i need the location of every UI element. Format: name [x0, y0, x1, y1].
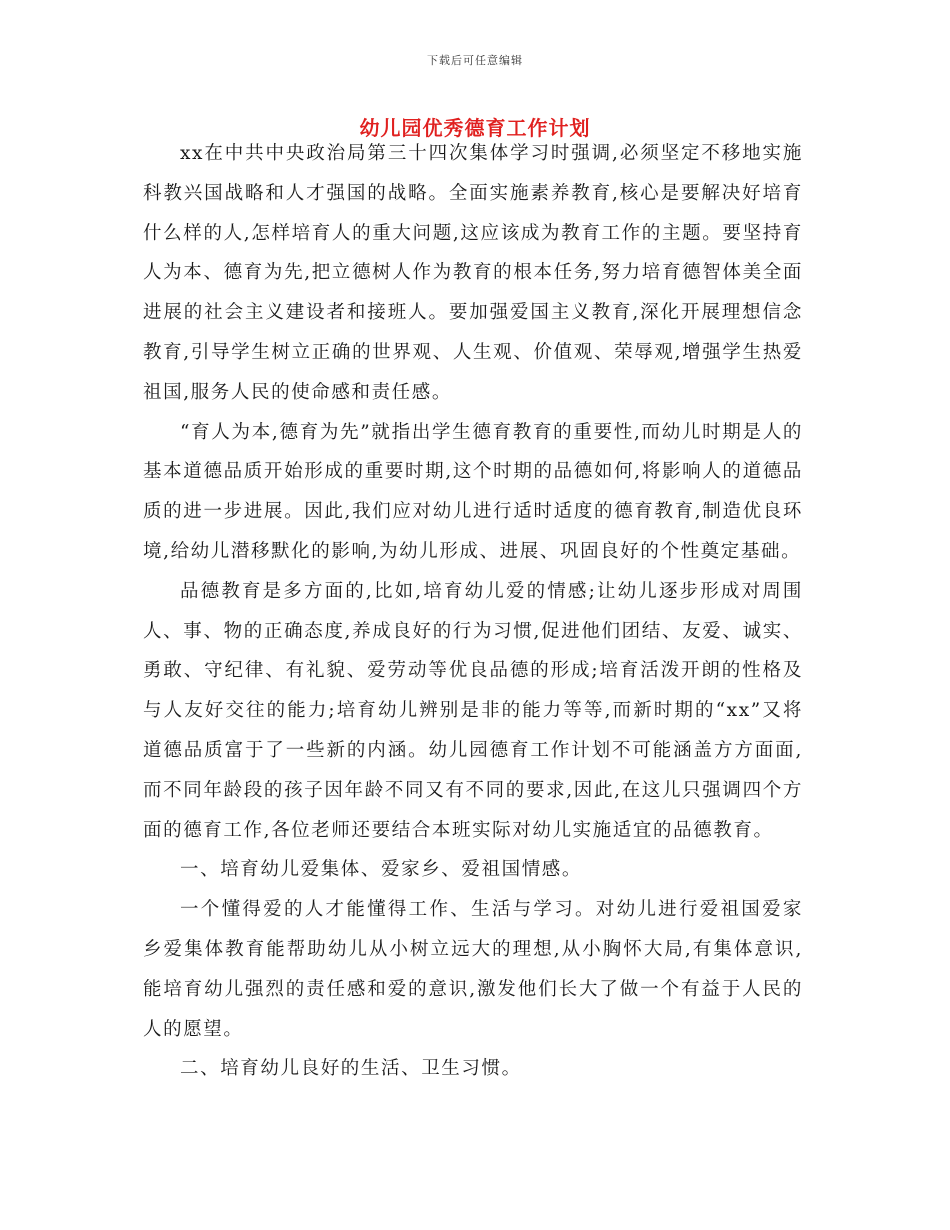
paragraph-content: 品德教育是多方面的,比如,培育幼儿爱的情感;让幼儿逐步形成对周围人、事、物的正确态度,养成良好的行为习惯,促进他们团结、友爱、诚实、勇敢、守纪律、有礼貌、爱劳动等优良品德的形成;培育活泼开朗的性格及与人友好交往的能力;培育幼儿辨别是非的能力等等,而新时期的“xx”又将道德品质富于了一些新的内涵。幼儿园德育工作计划不可能涵盖方方面面,而不同年龄段的孩子因年龄不同又有不同的要求,因此,在这儿只强调四个方面的德育工作,各位老师还要结合本班实际对幼儿实施适宜的品德教育。 — [143, 580, 803, 841]
paragraph-intro: xx在中共中央政治局第三十四次集体学习时强调,必须坚定不移地实施科教兴国战略和人才强国的战略。全面实施素养教育,核心是要解决好培育什么样的人,怎样培育人的重大问题,这应该成为教育工作的主题。要坚持育人为本、德育为先,把立德树人作为教育的根本任务,努力培育德智体美全面进展的社会主义建设者和接班人。要加强爱国主义教育,深化开展理想信念教育,引导学生树立正确的世界观、人生观、价值观、荣辱观,增强学生热爱祖国,服务人民的使命感和责任感。 — [143, 143, 803, 403]
section-heading-1: 一、培育幼儿爱集体、爱家乡、爱祖国情感。 — [180, 859, 583, 881]
document-title: 幼儿园优秀德育工作计划 — [359, 116, 591, 140]
header-note: 下载后可任意编辑 — [427, 54, 523, 67]
paragraph-importance: “育人为本,德育为先”就指出学生德育教育的重要性,而幼儿时期是人的基本道德品质开始形成的重要时期,这个时期的品德如何,将影响人的道德品质的进一步进展。因此,我们应对幼儿进行适时适度的德育教育,制造优良环境,给幼儿潜移默化的影响,为幼儿形成、进展、巩固良好的个性奠定基础。 — [143, 421, 803, 562]
paragraph-section-1: 一个懂得爱的人才能懂得工作、生活与学习。对幼儿进行爱祖国爱家乡爱集体教育能帮助幼儿从小树立远大的理想,从小胸怀大局,有集体意识,能培育幼儿强烈的责任感和爱的意识,激发他们长大了做一个有益于人民的人的愿望。 — [143, 899, 803, 1040]
document-body — [143, 134, 803, 1089]
section-heading-2: 二、培育幼儿良好的生活、卫生习惯。 — [180, 1058, 522, 1080]
